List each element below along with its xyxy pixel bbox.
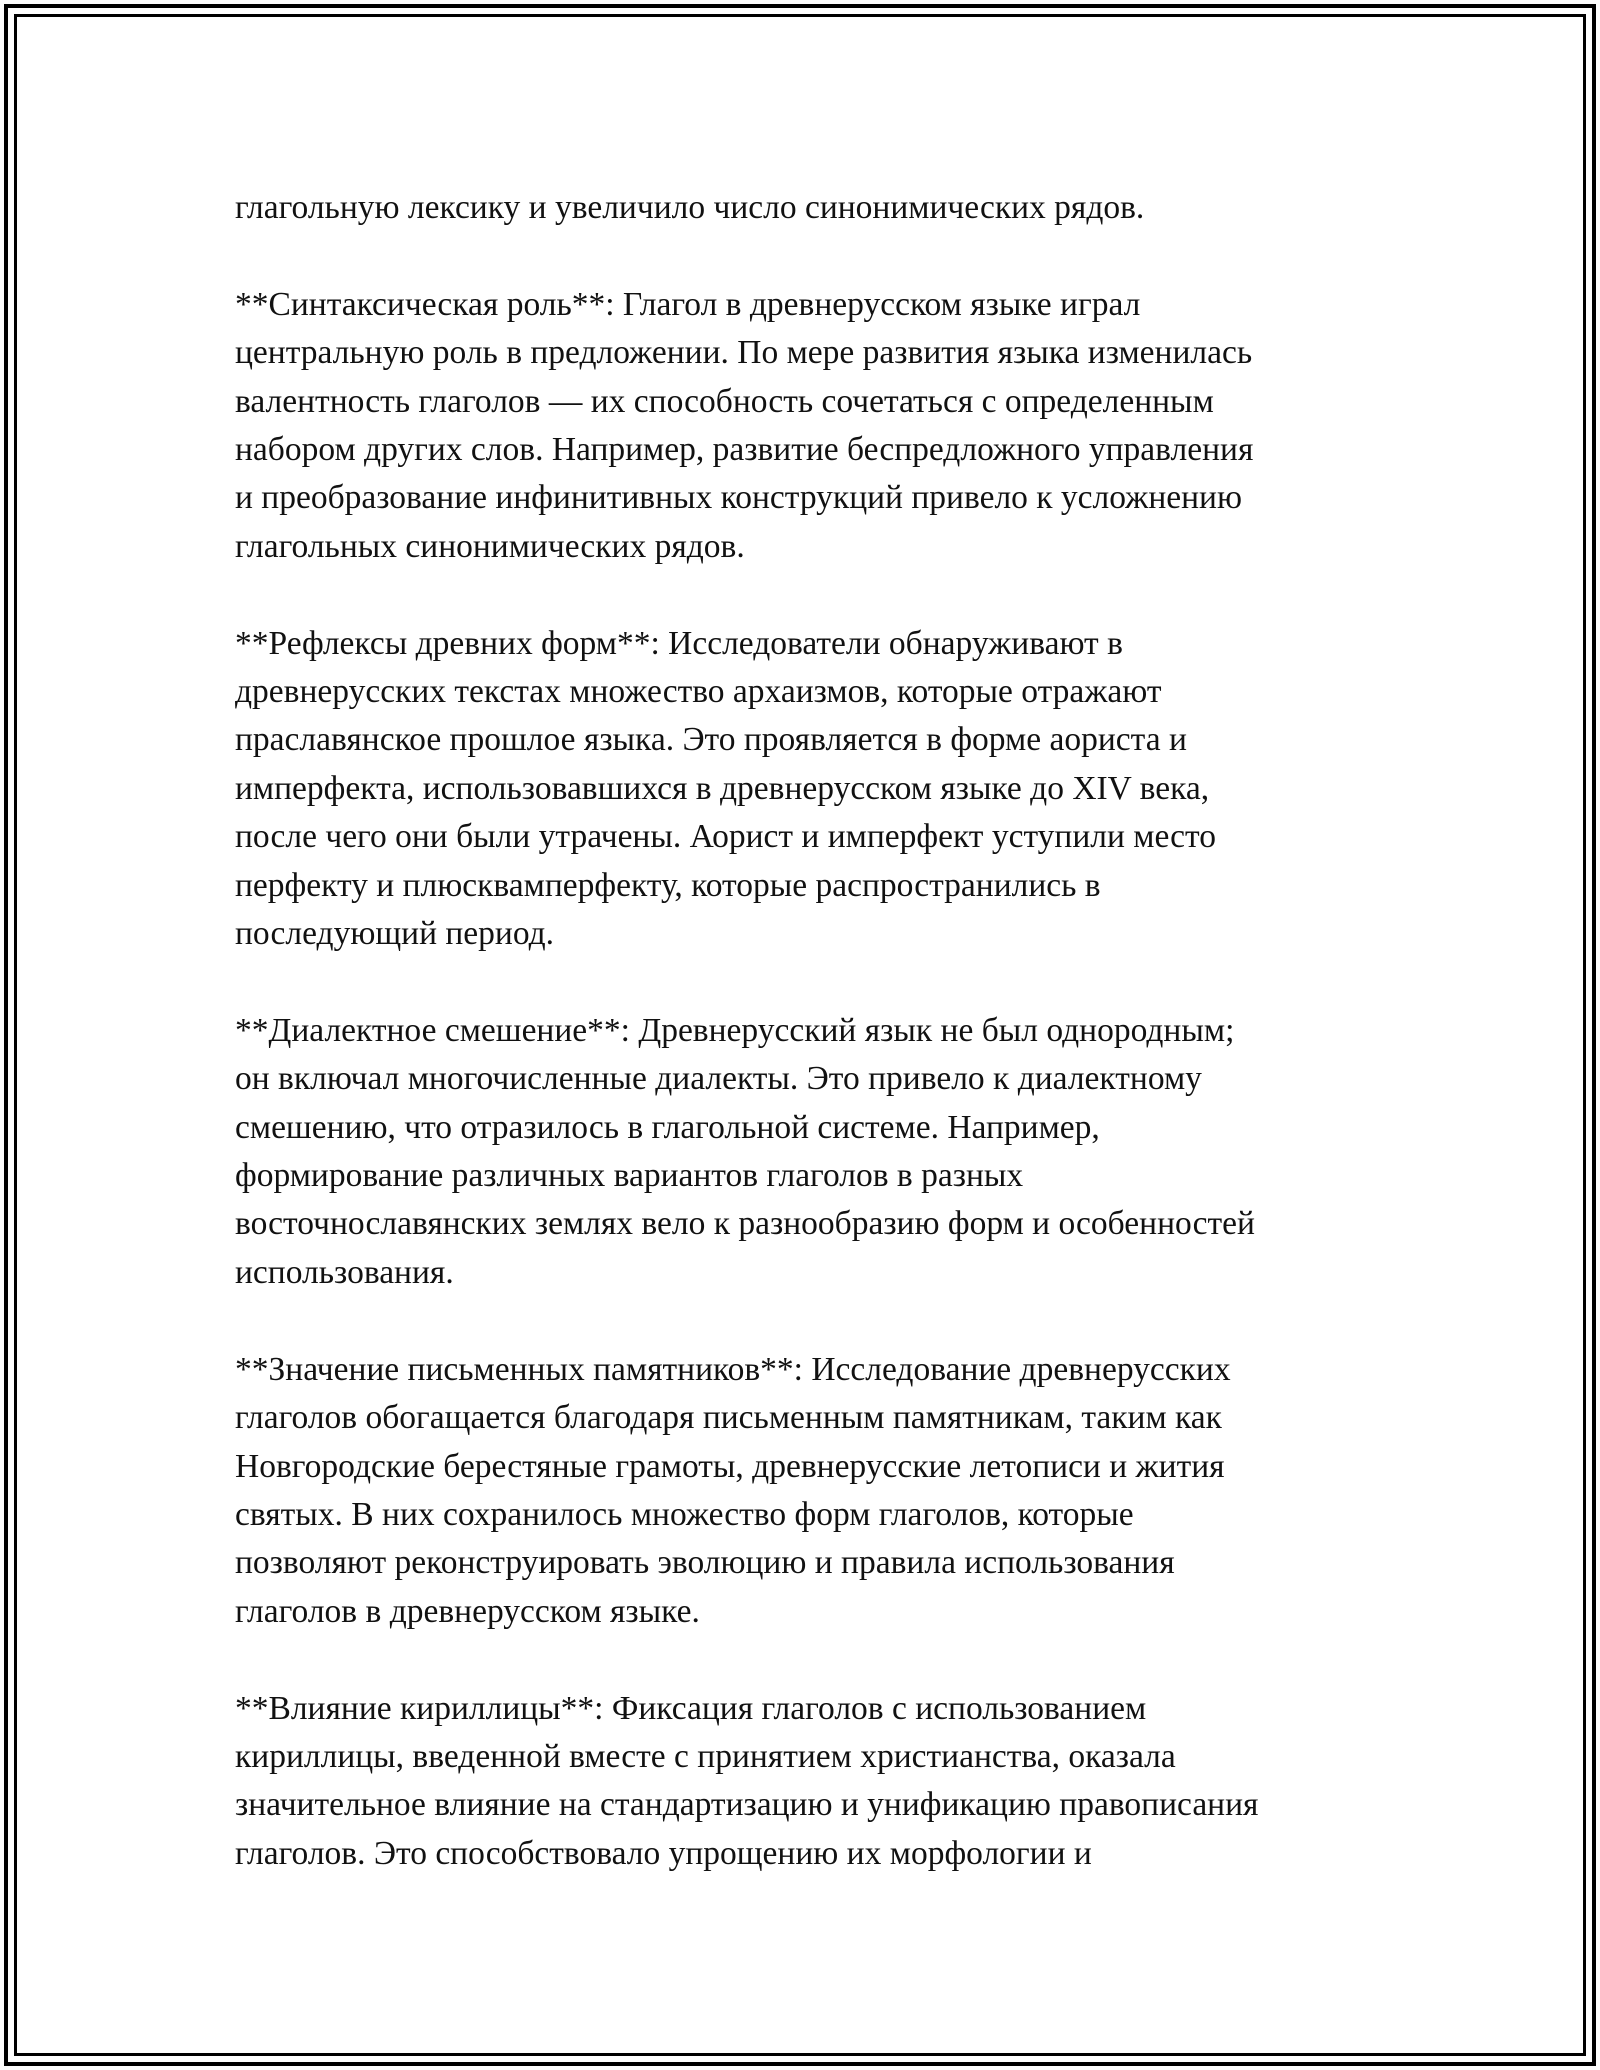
text-line: центральную роль в предложении. По мере развития языка изменилась (235, 334, 1253, 372)
text-line: набором других слов. Например, развитие беспредложного управления (235, 431, 1254, 469)
text-line: формирование различных вариантов глаголов в разных (235, 1157, 1024, 1195)
paragraph-dialect-mixing (235, 1007, 1380, 1297)
text-line: последующий период. (235, 915, 555, 953)
text-line: после чего они были утрачены. Аорист и имперфект уступили место (235, 818, 1216, 856)
text-line: **Рефлексы древних форм**: Исследователи обнаруживают в (235, 624, 1123, 662)
document-body (235, 184, 1380, 1927)
text-line: **Синтаксическая роль**: Глагол в древнерусском языке играл (235, 285, 1141, 323)
text-line: восточнославянских землях вело к разнообразию форм и особенностей (235, 1205, 1255, 1243)
text-line: и преобразование инфинитивных конструкций привело к усложнению (235, 479, 1243, 517)
text-line: позволяют реконструировать эволюцию и правила использования (235, 1544, 1175, 1582)
text-line: древнерусских текстах множество архаизмов, которые отражают (235, 673, 1162, 711)
text-line: **Влияние кириллицы**: Фиксация глаголов с использованием (235, 1689, 1147, 1727)
text-line: перфекту и плюсквамперфекту, которые распространились в (235, 866, 1101, 904)
text-line: **Значение письменных памятников**: Исследование древнерусских (235, 1350, 1231, 1388)
paragraph-continuation (235, 184, 1380, 232)
paragraph-syntactic-role (235, 281, 1380, 571)
text-line: глагольную лексику и увеличило число синонимических рядов. (235, 189, 1145, 226)
paragraph-cyrillic-influence (235, 1685, 1380, 1879)
text-line: он включал многочисленные диалекты. Это привело к диалектному (235, 1060, 1202, 1098)
text-line: значительное влияние на стандартизацию и унификацию правописания (235, 1786, 1259, 1824)
text-line: глаголов обогащается благодаря письменным памятникам, таким как (235, 1399, 1222, 1437)
paragraph-written-monuments (235, 1346, 1380, 1636)
text-line: кириллицы, введенной вместе с принятием христианства, оказала (235, 1737, 1176, 1775)
text-line: Новгородские берестяные грамоты, древнерусские летописи и жития (235, 1447, 1225, 1485)
text-line: глаголов. Это способствовало упрощению их морфологии и (235, 1834, 1092, 1872)
text-line: использования. (235, 1253, 454, 1291)
text-line: праславянское прошлое языка. Это проявляется в форме аориста и (235, 721, 1187, 759)
text-line: святых. В них сохранилось множество форм глаголов, которые (235, 1495, 1134, 1533)
text-line: глагольных синонимических рядов. (235, 527, 745, 565)
text-line: **Диалектное смешение**: Древнерусский язык не был однородным; (235, 1011, 1235, 1049)
text-line: смешению, что отразилось в глагольной системе. Например, (235, 1108, 1100, 1146)
paragraph-ancient-reflexes (235, 620, 1380, 959)
text-line: имперфекта, использовавшихся в древнерусском языке до XIV века, (235, 769, 1210, 807)
text-line: глаголов в древнерусском языке. (235, 1592, 700, 1630)
text-line: валентность глаголов — их способность сочетаться с определенным (235, 382, 1214, 420)
